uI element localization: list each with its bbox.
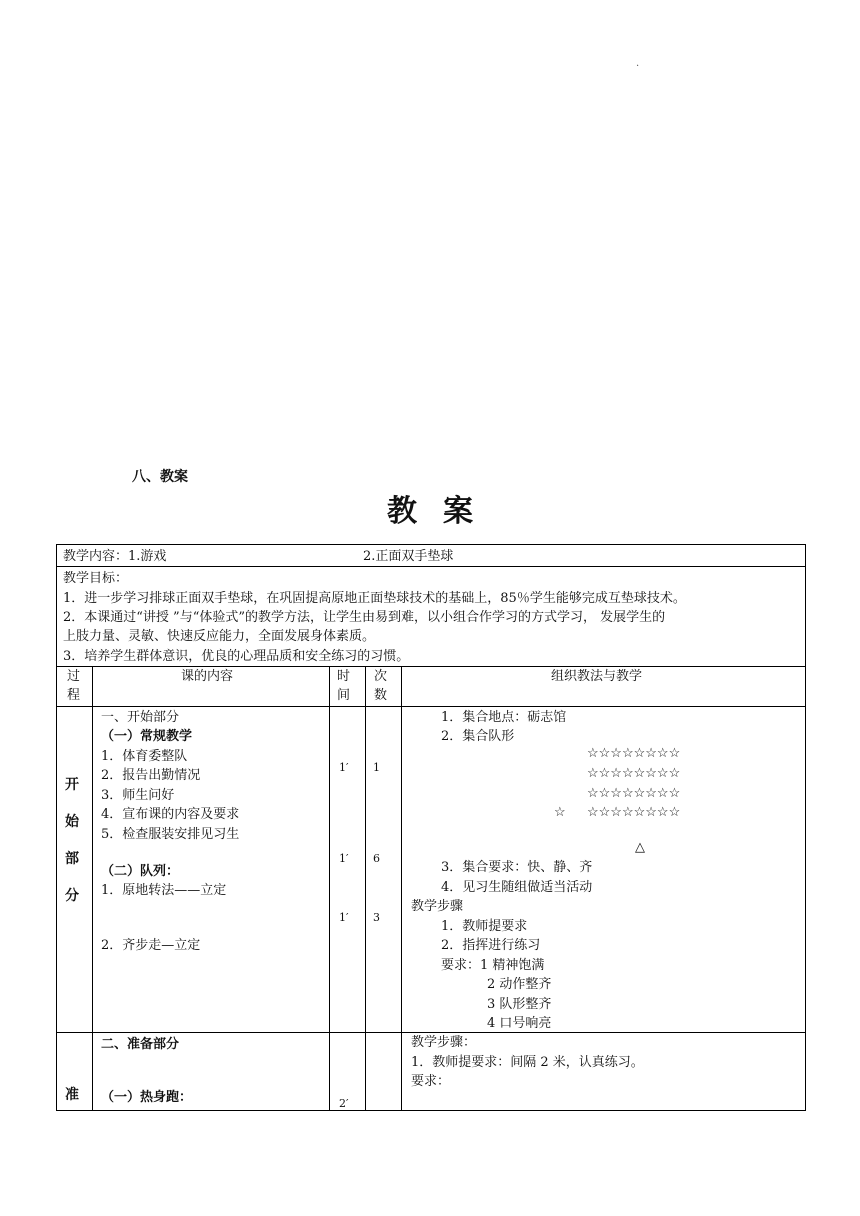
formation-stars-row-2: ☆☆☆☆☆☆☆☆ bbox=[587, 766, 681, 781]
formation-item-2: 2．齐步走—立定 bbox=[101, 938, 201, 953]
step-1: 1．教师提要求 bbox=[441, 919, 528, 934]
header-content: 课的内容 bbox=[181, 669, 234, 684]
goal-3: 3．培养学生群体意识，优良的心理品质和安全练习的习惯。 bbox=[63, 649, 410, 664]
start-process-1: 开 bbox=[65, 777, 79, 793]
header-process-1: 过 bbox=[67, 669, 81, 684]
goal-2-line-1: 2．本课通过“讲授 ”与“体验式”的教学方法，让学生由易到难，以小组合作学习的方式学习， 发展学生的 bbox=[63, 610, 666, 625]
formation-stars-row-1: ☆☆☆☆☆☆☆☆ bbox=[587, 746, 681, 761]
start-process-2: 始 bbox=[65, 814, 79, 830]
header-count-2: 数 bbox=[374, 688, 388, 703]
content-label: 教学内容：1.游戏 bbox=[63, 549, 167, 564]
count-3: 3 bbox=[373, 911, 380, 924]
start-process-4: 分 bbox=[65, 888, 79, 904]
requirement-3: 3 队形整齐 bbox=[487, 997, 552, 1012]
corner-dot: . bbox=[636, 58, 640, 69]
step-2: 2．指挥进行练习 bbox=[441, 938, 541, 953]
requirement-4: 4 口号响亮 bbox=[487, 1016, 552, 1031]
lesson-plan-table bbox=[56, 544, 806, 1111]
time-2: 1′ bbox=[339, 852, 349, 865]
org-line-1: 1．集合地点：砺志馆 bbox=[441, 710, 567, 725]
header-process-2: 程 bbox=[67, 688, 81, 703]
routine-heading: （一）常规教学 bbox=[101, 729, 193, 744]
prep-part-title: 二、准备部分 bbox=[101, 1037, 180, 1052]
teacher-triangle-icon: △ bbox=[635, 840, 645, 855]
org-line-3: 3．集合要求：快、静、齐 bbox=[441, 860, 593, 875]
prep-steps-label: 教学步骤： bbox=[411, 1035, 477, 1050]
header-org: 组织教法与教学 bbox=[551, 669, 643, 684]
count-1: 1 bbox=[373, 761, 380, 774]
page-title: 教案 bbox=[387, 494, 499, 529]
goal-2-line-2: 上肢力量、灵敏、快速反应能力，全面发展身体素质。 bbox=[63, 629, 376, 644]
time-3: 1′ bbox=[339, 911, 349, 924]
goals-label: 教学目标： bbox=[63, 571, 129, 586]
routine-item-1: 1．体育委整队 bbox=[101, 749, 188, 764]
routine-item-5: 5．检查服装安排见习生 bbox=[101, 827, 240, 842]
start-process-3: 部 bbox=[65, 851, 79, 867]
prep-process: 准 bbox=[65, 1087, 79, 1103]
content-item-2: 2.正面双手垫球 bbox=[363, 549, 454, 564]
formation-stars-row-3: ☆☆☆☆☆☆☆☆ bbox=[587, 786, 681, 801]
formation-item-1: 1．原地转法——立定 bbox=[101, 883, 227, 898]
prep-step-1: 1．教师提要求：间隔 2 米，认真练习。 bbox=[411, 1055, 644, 1070]
routine-item-4: 4．宣布课的内容及要求 bbox=[101, 807, 240, 822]
header-count-1: 次 bbox=[374, 669, 388, 684]
prep-requirement: 要求： bbox=[411, 1074, 451, 1089]
time-1: 1′ bbox=[339, 761, 349, 774]
org-line-2: 2．集合队形 bbox=[441, 729, 515, 744]
routine-item-3: 3．师生问好 bbox=[101, 788, 175, 803]
formation-stars-row-4: ☆☆☆☆☆☆☆☆ bbox=[587, 805, 681, 820]
prep-time: 2′ bbox=[339, 1097, 349, 1110]
routine-item-2: 2．报告出勤情况 bbox=[101, 768, 201, 783]
requirement-1: 要求：1 精神饱满 bbox=[441, 958, 545, 973]
count-2: 6 bbox=[373, 852, 380, 865]
org-line-4: 4．见习生随组做适当活动 bbox=[441, 880, 593, 895]
goal-1: 1．进一步学习排球正面双手垫球，在巩固提高原地正面垫球技术的基础上，85％学生能够完成互垫球技术。 bbox=[63, 591, 686, 606]
section-heading: 八、教案 bbox=[132, 469, 188, 485]
formation-heading: （二）队列： bbox=[101, 864, 180, 879]
formation-star-single: ☆ bbox=[554, 805, 566, 820]
steps-label: 教学步骤 bbox=[411, 899, 464, 914]
warmup-heading: （一）热身跑： bbox=[101, 1090, 193, 1105]
start-part-title: 一、开始部分 bbox=[101, 710, 180, 725]
requirement-2: 2 动作整齐 bbox=[487, 977, 552, 992]
header-time-1: 时 bbox=[337, 669, 351, 684]
header-time-2: 间 bbox=[337, 688, 351, 703]
